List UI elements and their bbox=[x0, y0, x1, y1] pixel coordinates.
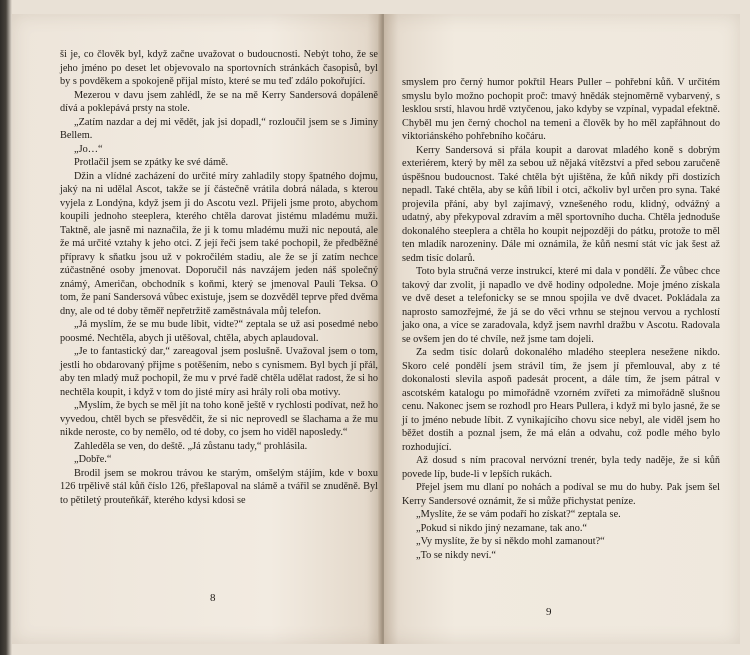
right-paragraph: Toto byla stručná verze instrukcí, které mi dala v pondělí. Že vůbec chce takový dar zvolit, ji napadlo ve dvě hodiny odpoledne. Moje jméno získala ve dvě deset a telefonicky se se mnou spojila ve dvě dvacet. Pokládala za naprosto samozřejmé, že já se do věci vrhnu se stejnou vervou a rychlostí jako ona, a více se zaradovala, když jsem navrhl dražbu v Ascotu. Radovala se ovšem jen do té chvíle, než jsme tam dojeli. bbox=[402, 266, 720, 345]
right-page-number: 9 bbox=[546, 606, 552, 618]
right-paragraph: „To se nikdy neví.“ bbox=[416, 549, 496, 561]
right-paragraph: Až dosud s ním pracoval nervózní trenér, byla tedy naděje, že si kůň povede líp, bude-li v lepších rukách. bbox=[402, 455, 720, 480]
right-paragraph: „Vy myslíte, že by si někdo mohl zamanout?“ bbox=[416, 536, 605, 547]
left-paragraph: „Zatím nazdar a dej mi vědět, jak jsi dopadl,“ rozloučil jsem se s Jiminy Bellem. bbox=[60, 116, 378, 141]
left-paragraph: „Myslím, že bych se měl jít na toho koně ještě v rychlosti podívat, než ho vyvedou, chtěl bych se přesvědčit, že si nic neprovedl se šlachama a že mu nikde neroste, co by nemělo, od té doby, co jsem ho viděl naposledy.“ bbox=[60, 400, 378, 438]
left-paragraph: Protlačil jsem se zpátky ke své dámě. bbox=[74, 157, 229, 168]
right-page bbox=[384, 14, 740, 644]
right-paragraph: „Pokud si nikdo jiný nezamane, tak ano.“ bbox=[416, 522, 587, 534]
left-paragraph: Mezerou v davu jsem zahlédl, že se na mě Kerry Sandersová dopáleně dívá a poklepává prsty na stole. bbox=[60, 89, 378, 114]
left-page bbox=[12, 14, 382, 644]
right-paragraph: Přejel jsem mu dlaní po nohách a podíval se mu do huby. Pak jsem šel Kerry Sandersové oznámit, že si může přichystat peníze. bbox=[402, 482, 720, 507]
right-paragraph: „Myslíte, že se vám podaří ho získat?“ zeptala se. bbox=[416, 509, 621, 520]
left-paragraph: „Dobře.“ bbox=[74, 454, 112, 465]
right-paragraph: Kerry Sandersová si přála koupit a darovat mladého koně s dobrým exteriérem, který by měl za sebou už nějaká vítězství a před sebou zaručeně úspěšnou budoucnost. Také chtěla být ujištěna, že kůň nikdy při dostizích nepadl. Také chtěla, aby se kůň líbil i otci, ačkoliv byl určen pro syna. Také projevila přání, aby byl zajímavý, vznešeného rodu, klidný, odvážný a udatný, aby překypoval zdravím a měl sportovního ducha. Chtěla jednoduše dokonalého steeplera a chtěla ho koupit nejpozději do pátku, protože to měl ten mladík narozeniny. Dále mi oznámila, že kůň nesmí stát víc jak šest až sedm tisíc dolarů. bbox=[402, 144, 720, 264]
left-paragraph: „Jo…“ bbox=[74, 143, 103, 155]
left-paragraph: Brodil jsem se mokrou trávou ke starým, omšelým stájím, kde v boxu 126 trpělivě stál kůň číslo 126, přešlapoval na slámě a tvářil se znuděně. Byl to pětiletý prouteňkář, kterého kdysi kdosi se bbox=[60, 467, 378, 506]
right-page-text bbox=[402, 76, 720, 562]
right-paragraph: Za sedm tisíc dolarů dokonalého mladého steeplera nesežene nikdo. Skoro celé pondělí jsem strávil tím, že jsem jí přemlouval, aby z té dokonalosti slevila aspoň padesát procent, a dále tím, že jsem pátral v ascotském katalogu po mimořádně vzorném zvířeti za mimořádně slušnou cenu. Nakonec jsem se rozhodl pro Hears Pullera, i když mi bylo jasné, že se jí to jméno nebude líbit. Z vynikajícího chovu sice nebyl, ale viděl jsem ho běžet dostih a poznal jsem, že má elán a odvahu, což podle mého bylo rozhodující. bbox=[402, 347, 720, 453]
left-paragraph: Džin a vlídné zacházení do určité míry zahladily stopy špatného dojmu, jaký na ni udělal Ascot, takže se jí částečně vrátila dobrá nálada, s kterou vyjela z Londýna, když jsem ji do Ascotu vezl. Přijeli jsme proto, abychom koupili jednoho steeplera, kterého chtěla darovat jistému mladému muži. Taktně, ale jasně mi naznačila, že ji k tomu mladému muži nic nepoutá, ale že má určité vztahy k jeho otci. Z její řeči jsem také pochopil, že předběžné přípravy k sňatku jsou už v pokročilém stadiu, ale že se jí zatím nechce zúčastněné osoby jmenovat. Doporučil nás navzájem jeden náš společný známý, Američan, obchodník s koňmi, který se jmenoval Pauli Teksa. O tom, že paní Sandersová vůbec existuje, jsem se dozvěděl teprve před dvěma dny, ale od té doby těměř nepřetržitě zaměstnávala můj telefon. bbox=[60, 170, 378, 317]
left-paragraph: „Je to fantastický dar,“ zareagoval jsem poslušně. Uvažoval jsem o tom, jestli ho obdarovaný přijme s potěšením, nebo s cynismem. Byl bych jí přál, aby ten mladý muž pochopil, že mu v prvé řadě chtěla udělat radost, že si ho nechtěla koupit, i když v tom do jisté míry asi hrály roli oba motivy. bbox=[60, 346, 378, 398]
left-page-number: 8 bbox=[210, 592, 216, 604]
left-paragraph: ši je, co člověk byl, když začne uvažovat o budoucnosti. Nebýt toho, že se jeho jméno po deset let objevovalo na sportovních stránkách časopisů, byl by s povděkem a spokojeně přijal místo, které se mu teď zdálo pokořující. bbox=[60, 49, 378, 87]
right-paragraph: smyslem pro černý humor pokřtil Hears Puller – pohřební kůň. V určitém smyslu bylo možno pochopit proč: tmavý hnědák stejnoměrně vybarvený, s lesklou srstí, hlavou hrdě vztyčenou, jako kdyby se vzpínal, vypadal efektně. Chyběl mu jen černý chochol na temeni a člověk by ho měl zapřáhnout do viktoriánského pohřebního kočáru. bbox=[402, 77, 720, 142]
left-paragraph: „Já myslím, že se mu bude líbit, vidte?“ zeptala se už asi posedmé nebo poosmé. Nechtěla, abych ji utěšoval, chtěla, abych aplaudoval. bbox=[60, 319, 378, 344]
left-page-text bbox=[60, 48, 378, 507]
left-paragraph: Zahleděla se ven, do deště. „Já zůstanu tady,“ prohlásila. bbox=[74, 440, 308, 452]
